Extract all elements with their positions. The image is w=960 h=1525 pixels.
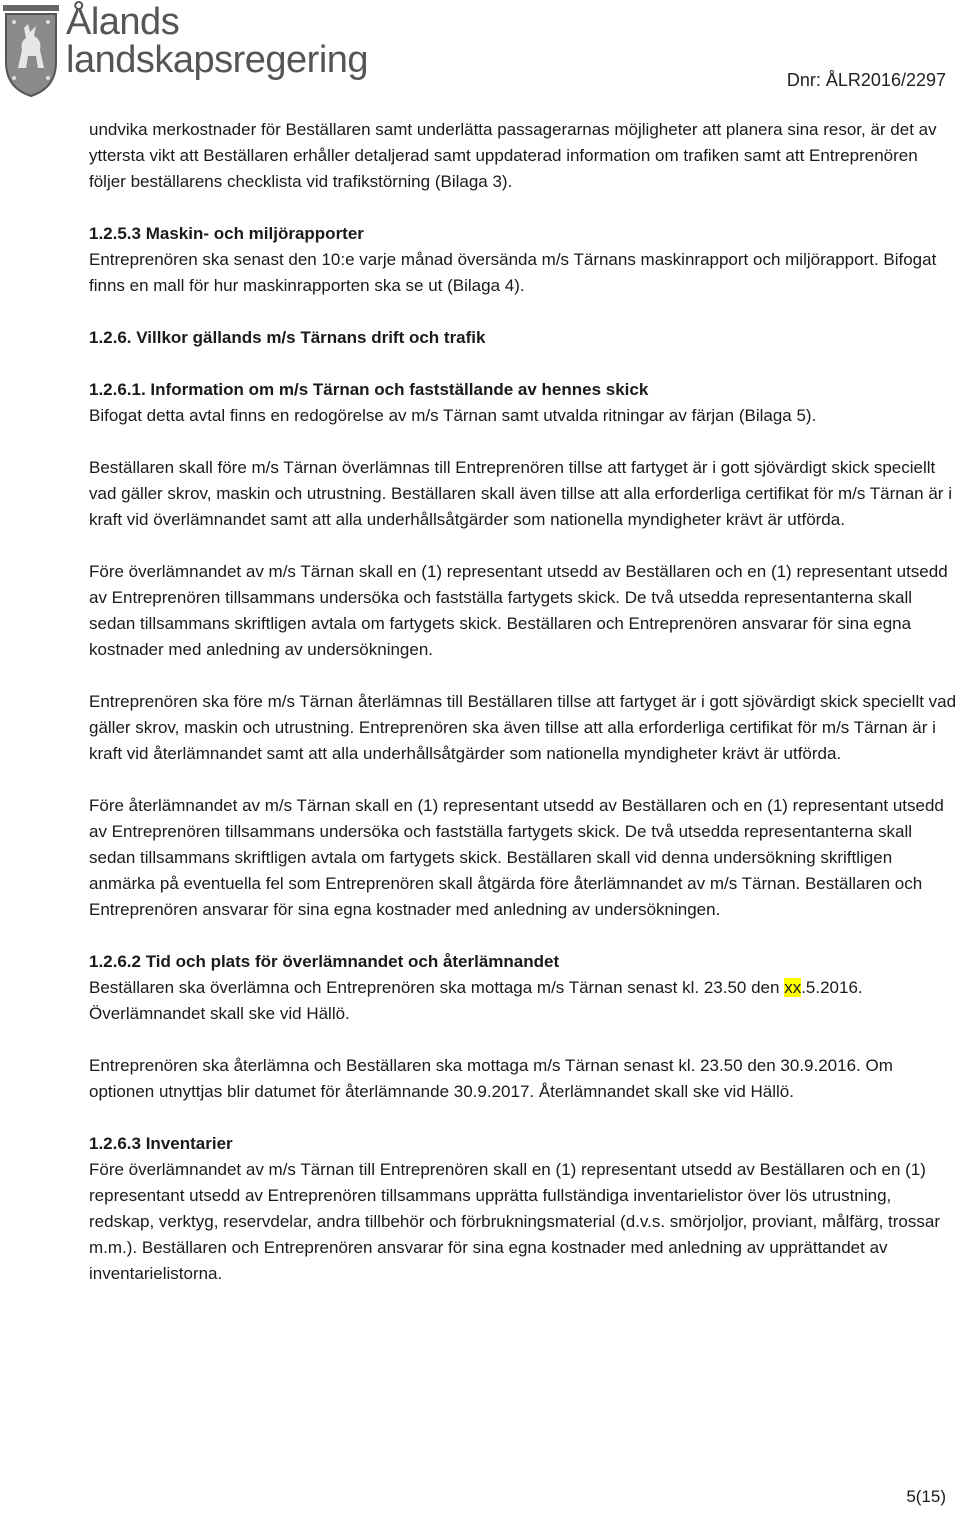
- section-heading: 1.2.5.3 Maskin- och miljörapporter: [89, 224, 364, 243]
- highlighted-placeholder: xx: [784, 978, 802, 997]
- paragraph: undvika merkostnader för Beställaren samt underlätta passagerarnas möjligheter att planera sina resor, är det av yttersta vikt att Beställaren erhåller detaljerad samt uppdaterad information om trafiken samt att Entreprenören följer beställarens checklista vid trafikstörning (Bilaga 3).: [89, 120, 937, 191]
- paragraph: [89, 975, 959, 1027]
- paragraph-text: .5.2016. Överlämnandet skall ske vid Hällö.: [89, 978, 863, 1023]
- coat-of-arms-icon: [2, 2, 60, 98]
- paragraph: Entreprenören ska senast den 10:e varje månad översända m/s Tärnans maskinrapport och miljörapport. Bifogat finns en mall för hur maskinrapporten ska se ut (Bilaga 4).: [89, 250, 937, 295]
- section-heading: 1.2.6.1. Information om m/s Tärnan och fastställande av hennes skick: [89, 380, 649, 399]
- paragraph: Före återlämnandet av m/s Tärnan skall en (1) representant utsedd av Beställaren och en (1) representant utsedd av Entreprenören tillsammans undersöka och fastställa fartygets skick. De två utsedda representanterna skall sedan tillsammans skriftligen avtala om fartygets skick. Beställaren skall vid denna undersökning skriftligen anmärka på eventuella fel som Entreprenören skall åtgärda före återlämnandet av m/s Tärnan. Beställaren och Entreprenören ansvarar för sina egna kostnader med anledning av undersökningen.: [89, 796, 944, 919]
- page-header: [0, 0, 960, 110]
- paragraph: Entreprenören ska före m/s Tärnan återlämnas till Beställaren tillse att fartyget är i gott sjövärdigt skick speciellt vad gäller skrov, maskin och utrustning. Entreprenören ska även tillse att alla erforderliga certifikat för m/s Tärnan är i kraft vid återlämnandet samt att alla underhållsåtgärder som nationella myndigheter krävt är utförda.: [89, 692, 957, 763]
- paragraph-text: Beställaren ska överlämna och Entreprenören ska mottaga m/s Tärnan senast kl. 23.50 den: [89, 978, 785, 997]
- document-number: Dnr: ÅLR2016/2297: [786, 70, 946, 90]
- section-heading: 1.2.6.3 Inventarier: [89, 1134, 233, 1153]
- paragraph: Före överlämnandet av m/s Tärnan till Entreprenören skall en (1) representant utsedd av Beställaren och en (1) representant utsedd av Entreprenören tillsammans upprätta fullständiga inventarielistor över lös utrustning, redskap, verktyg, reservdelar, andra tillbehör och förbrukningsmaterial (d.v.s. smörjoljor, proviant, målfärg, trossar m.m.). Beställaren och Entreprenören ansvarar för sina egna kostnader med anledning av upprättandet av inventarielistorna.: [89, 1160, 940, 1283]
- section-heading: 1.2.6.2 Tid och plats för överlämnandet och återlämnandet: [89, 952, 560, 971]
- document-body: [89, 117, 959, 1287]
- section-heading: 1.2.6. Villkor gällands m/s Tärnans drift och trafik: [89, 328, 486, 347]
- paragraph: Före överlämnandet av m/s Tärnan skall en (1) representant utsedd av Beställaren och en (1) representant utsedd av Entreprenören tillsammans undersöka och fastställa fartygets skick. De två utsedda representanterna skall sedan tillsammans skriftligen avtala om fartygets skick. Beställaren och Entreprenören ansvarar för sina egna kostnader med anledning av undersökningen.: [89, 562, 948, 659]
- paragraph: Entreprenören ska återlämna och Beställaren ska mottaga m/s Tärnan senast kl. 23.50 den 30.9.2016. Om optionen utnyttjas blir datumet för återlämnande 30.9.2017. Återlämnandet skall ske vid Hällö.: [89, 1056, 893, 1101]
- page-number: 5(15): [906, 1487, 946, 1506]
- paragraph: Bifogat detta avtal finns en redogörelse av m/s Tärnan samt utvalda ritningar av färjan (Bilaga 5).: [89, 406, 817, 425]
- organization-name-line2: landskapsregering: [66, 39, 369, 81]
- paragraph: Beställaren skall före m/s Tärnan överlämnas till Entreprenören tillse att fartyget är i gott sjövärdigt skick speciellt vad gäller skrov, maskin och utrustning. Beställaren skall även tillse att alla erforderliga certifikat för m/s Tärnan är i kraft vid överlämnandet samt att alla underhållsåtgärder som nationella myndigheter krävt är utförda.: [89, 458, 952, 529]
- organization-name-line1: Ålands: [66, 1, 180, 43]
